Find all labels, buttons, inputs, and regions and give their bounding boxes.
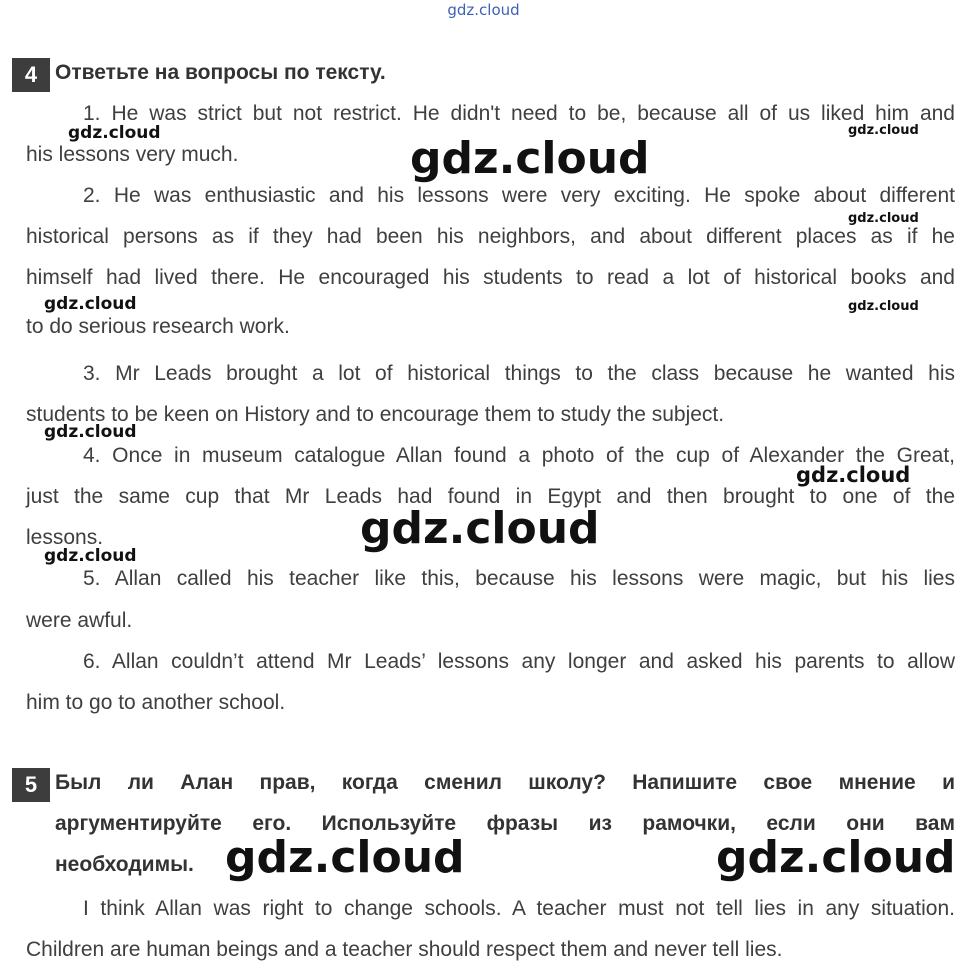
task-title-line: Был ли Алан прав, когда сменил школу? Напишите свое мнение и	[55, 771, 955, 794]
answer-line: 1. He was strict but not restrict. He didn't need to be, because all of us liked him and	[83, 102, 955, 125]
watermark: gdz.cloud	[410, 133, 650, 184]
answer-line: I think Allan was right to change schools. A teacher must not tell lies in any situation.	[83, 897, 955, 920]
watermark-top: gdz.cloud	[447, 1, 520, 19]
answer-line: his lessons very much.	[26, 143, 239, 166]
watermark: gdz.cloud	[225, 832, 465, 883]
answer-line: 2. He was enthusiastic and his lessons were very exciting. He spoke about different	[83, 184, 955, 207]
watermark: gdz.cloud	[848, 123, 919, 138]
task-number-badge: 5	[12, 768, 50, 802]
answer-line: lessons.	[26, 526, 104, 549]
answer-line: were awful.	[26, 609, 133, 632]
watermark: gdz.cloud	[848, 299, 919, 314]
watermark: gdz.cloud	[360, 503, 600, 554]
task-title-line: необходимы.	[55, 853, 194, 876]
answer-line: to do serious research work.	[26, 315, 290, 338]
watermark: gdz.cloud	[716, 832, 956, 883]
task-title: Ответьте на вопросы по тексту.	[55, 61, 386, 84]
watermark: gdz.cloud	[44, 422, 137, 442]
watermark: gdz.cloud	[44, 546, 137, 566]
answer-line: 4. Once in museum catalogue Allan found a photo of the cup of Alexander the Great,	[83, 444, 955, 467]
task-number-badge: 4	[12, 58, 50, 92]
answer-line: just the same cup that Mr Leads had found in Egypt and then brought to one of the	[26, 485, 955, 508]
answer-line: 6. Allan couldn’t attend Mr Leads’ lessons any longer and asked his parents to allow	[83, 650, 955, 673]
watermark: gdz.cloud	[848, 211, 919, 226]
watermark: gdz.cloud	[796, 463, 911, 487]
answer-line: historical persons as if they had been his neighbors, and about different places as if he	[26, 225, 955, 248]
answer-line: 5. Allan called his teacher like this, because his lessons were magic, but his lies	[83, 567, 955, 590]
answer-line: 3. Mr Leads brought a lot of historical things to the class because he wanted his	[83, 362, 955, 385]
answer-line: Children are human beings and a teacher should respect them and never tell lies.	[26, 938, 783, 961]
answer-line: him to go to another school.	[26, 691, 286, 714]
watermark: gdz.cloud	[44, 294, 137, 314]
task-title-line: аргументируйте его. Используйте фразы из рамочки, если они вам	[55, 812, 955, 835]
answer-line: students to be keen on History and to encourage them to study the subject.	[26, 403, 725, 426]
watermark: gdz.cloud	[68, 123, 161, 143]
answer-line: himself had lived there. He encouraged his students to read a lot of historical books and	[26, 266, 955, 289]
